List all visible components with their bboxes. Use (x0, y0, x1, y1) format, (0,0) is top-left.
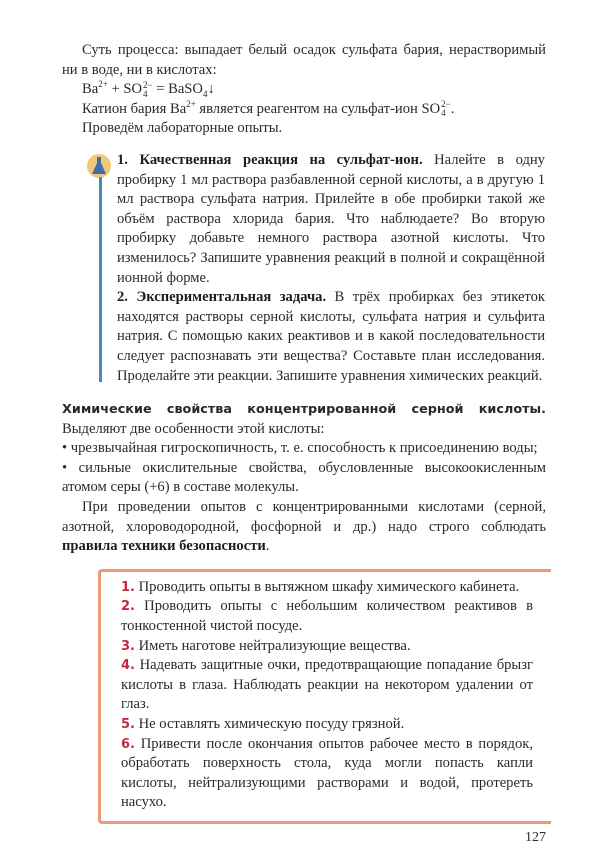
callout-bar (99, 177, 102, 382)
eq-part: + SO (107, 81, 142, 98)
sub: 4 (441, 108, 446, 119)
charge: 2− (441, 99, 451, 110)
experiment-2 (117, 288, 545, 386)
eq-part: = BaSO (152, 81, 203, 98)
rule-item (121, 597, 533, 636)
text: . (450, 100, 455, 117)
equation (62, 80, 546, 100)
rule-text: Проводить опыты в вытяжном шкафу химического кабинета. (134, 578, 520, 595)
rule-item (121, 637, 533, 657)
text: является реагентом на сульфат-ион SO (195, 100, 441, 117)
rule-item (121, 715, 533, 735)
cation-sentence (62, 100, 546, 120)
section-heading: Химические свойства концентрированной серной кислоты. (62, 402, 546, 418)
rule-number: 5. (121, 717, 135, 732)
rule-text: Надевать защитные очки, предотвращающие попадание брызг кислоты в глаза. Наблюдать реакции на некотором удалении от глаз. (121, 657, 533, 713)
eq-part: Ba (82, 81, 99, 98)
text: При проведении опытов с концентрированными кислотами (серной, азотной, хлороводородной, фосфорной и др.) надо строго соблюдать (62, 499, 546, 535)
lab-experiments-callout (84, 151, 548, 386)
rule-number: 4. (121, 658, 135, 674)
rule-text: Привести после окончания опытов рабочее место в порядок, обработать поверхность стола, куда могли попасть капли кислоты, нейтрализующими растворами и водой, протереть насухо. (121, 735, 533, 811)
experiment-title: 2. Экспериментальная задача. (117, 289, 327, 306)
flask-icon (86, 153, 112, 179)
text: Катион бария Ba (82, 100, 187, 117)
experiment-1 (117, 151, 545, 288)
rule-item (121, 578, 533, 598)
experiment-title: 1. Качественная реакция на сульфат-ион. (117, 151, 423, 168)
experiment-text: Налейте в одну пробирку 1 мл раствора разбавленной серной кислоты, а в другую 1 мл раствора сульфата натрия. Прилейте в обе пробирки такой же объём раствора хлорида бария. Что наблюдаете? Во вторую пробирку добавьте немного раствора азотной кислоты. Что изменилось? Запишите уравнения реакций в полной и сокращённой ионной форме. (117, 151, 545, 286)
eq-sub: 4 (202, 89, 208, 100)
bullet-item: • чрезвычайная гигроскопичность, т. е. способность к присоединению воды; (62, 440, 538, 457)
rule-number: 6. (121, 736, 135, 752)
rule-text: Не оставлять химическую посуду грязной. (134, 716, 405, 732)
rule-text: Иметь наготове нейтрализующие вещества. (134, 637, 411, 654)
precipitate-arrow: ↓ (207, 81, 215, 98)
intro-section (62, 41, 546, 139)
charge: 2+ (186, 98, 196, 109)
rule-number: 2. (121, 599, 135, 615)
subsup (441, 100, 451, 118)
rule-number: 3. (121, 638, 135, 654)
lab-intro: Проведём лабораторные опыты. (82, 120, 283, 137)
intro-paragraph: Суть процесса: выпадает белый осадок сульфата бария, нерастворимый ни в воде, ни в кислотах: (62, 42, 546, 78)
text: Выделяют две особенности этой кислоты: (62, 420, 325, 437)
safety-rules-box (98, 569, 551, 824)
eq-charge: 2+ (98, 79, 108, 90)
text: . (265, 538, 270, 555)
eq-subsup (143, 81, 153, 99)
eq-charge: 2− (142, 79, 153, 90)
rule-text: Проводить опыты с небольшим количеством реактивов в тонкостенной чистой посуде. (121, 598, 533, 635)
rule-number: 1. (121, 579, 135, 595)
bullet-item: • сильные окислительные свойства, обусловленные высокоокисленным атомом серы (+6) в составе молекулы. (62, 459, 546, 496)
eq-sub: 4 (142, 88, 148, 99)
safety-paragraph (62, 498, 546, 557)
rule-item (121, 656, 533, 715)
page-number: 127 (525, 829, 546, 845)
section-intro (62, 400, 546, 439)
safety-rules-bold: правила техники безопасности (62, 538, 266, 555)
concentrated-acid-section (62, 400, 546, 557)
experiment-text: В трёх пробирках без этикеток находятся растворы серной кислоты, сульфата натрия и сульфита натрия. С помощью каких реактивов и в какой последовательности следует распознавать эти вещества? Составьте план исследования. Проделайте эти реакции. Запишите уравнения химических реакций. (117, 289, 545, 384)
rule-item (121, 735, 533, 813)
